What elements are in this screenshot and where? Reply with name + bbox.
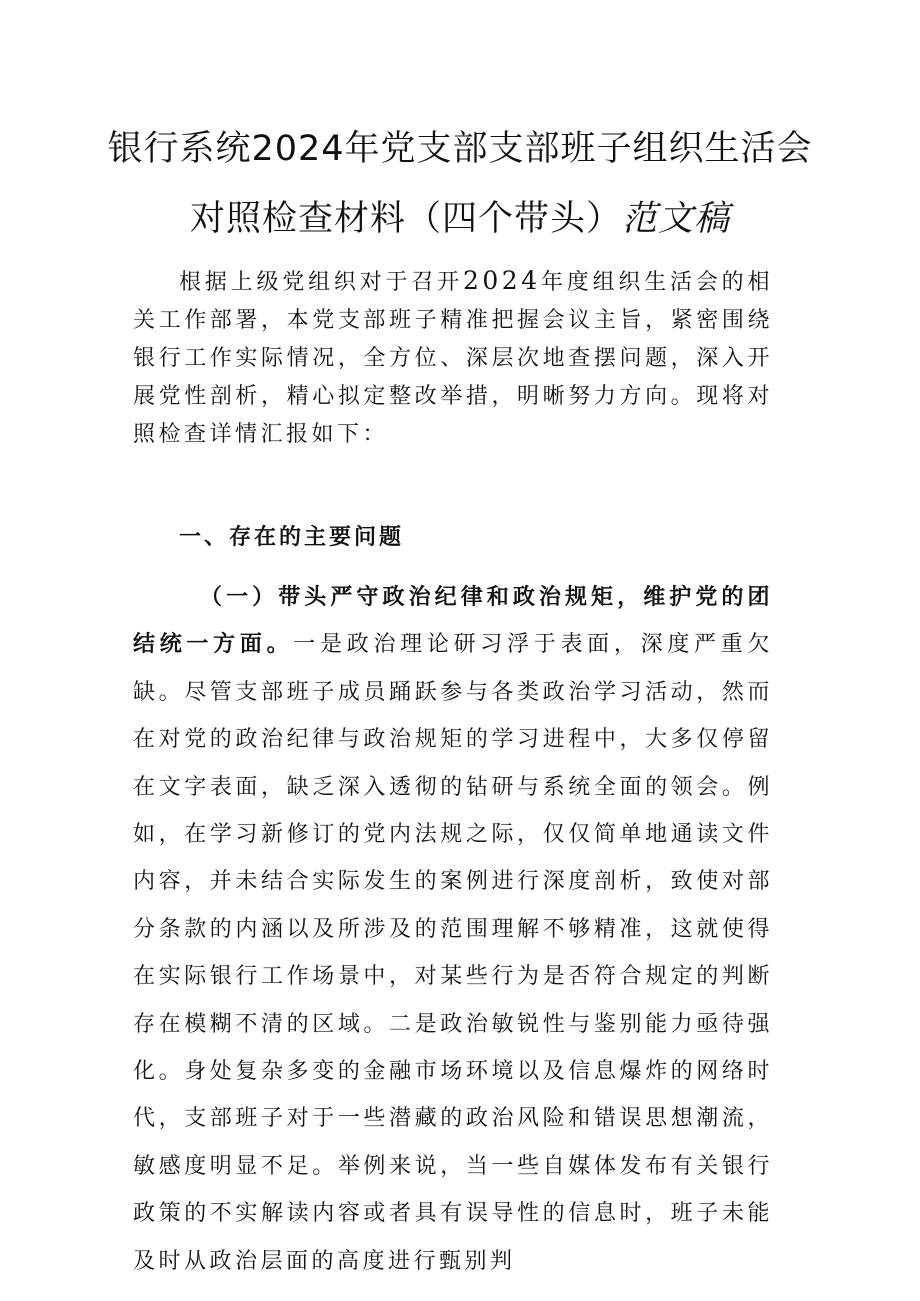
subsection-paragraph-1 [133,574,773,1285]
document-title-line-2 [0,196,920,242]
intro-text-post: 年度组织生活会的相关工作部署，本党支部班子精准把握会议主旨，紧密围绕银行工作实际情况，全方位、深层次地查摆问题，深入开展党性剖析，精心拟定整改举措，明晰努力方向。现将对照检查详情汇报如下： [133,270,773,447]
intro-text-pre: 根据上级党组织对于召开 [179,270,463,295]
document-title-line-1 [0,126,920,172]
subsection-heading-1: （一）带头严守政治纪律和政治规矩，维护党的团结统一方面。 [133,584,773,658]
title-text-2: 对照检查材料（四个带头） [189,199,622,239]
section-heading-problems: 一、存在的主要问题 [179,524,405,550]
intro-year: 2024 [463,266,541,295]
subsection-body-1: 一是政治理论研习浮于表面，深度严重欠缺。尽管支部班子成员踊跃参与各类政治学习活动，然而在对党的政治纪律与政治规矩的学习进程中，大多仅停留在文字表面，缺乏深入透彻的钻研与系统全面的领会。例如，在学习新修订的党内法规之际，仅仅简单地通读文件内容，并未结合实际发生的案例进行深度剖析，致使对部分条款的内涵以及所涉及的范围理解不够精准，这就使得在实际银行工作场景中，对某些行为是否符合规定的判断存在模糊不清的区域。二是政治敏锐性与鉴别能力亟待强化。身处复杂多变的金融市场环境以及信息爆炸的网络时代，支部班子对于一些潜藏的政治风险和错误思想潮流，敏感度明显不足。举例来说，当一些自媒体发布有关银行政策的不实解读内容或者具有误导性的信息时，班子未能及时从政治层面的高度进行甄别判 [133,632,773,1274]
title-text-1: 银行系统2024年党支部支部班子组织生活会 [107,129,813,169]
intro-paragraph [133,262,773,454]
title-suffix: 范文稿 [622,199,731,239]
